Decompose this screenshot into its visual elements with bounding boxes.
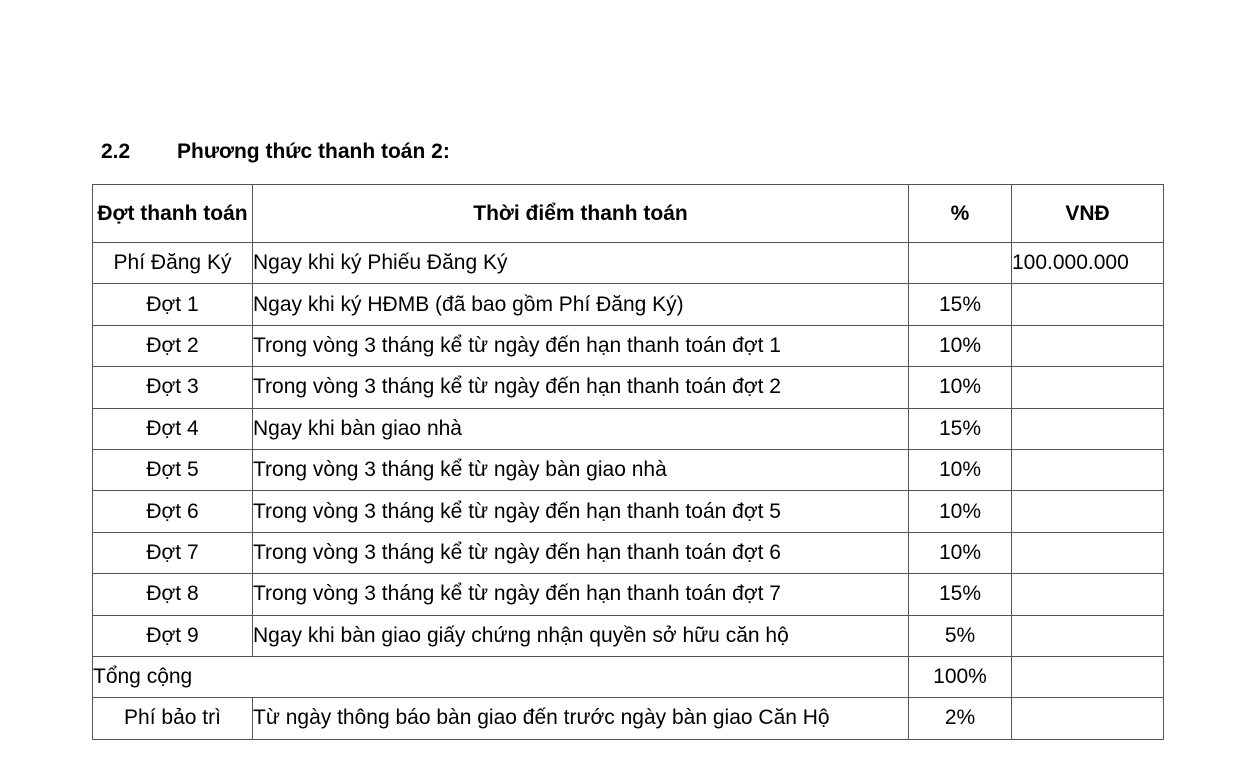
row-name: Đợt 8 xyxy=(93,574,253,615)
row-timing: Ngay khi ký Phiếu Đăng Ký xyxy=(253,243,909,284)
row-percent xyxy=(909,243,1012,284)
maintenance-percent: 2% xyxy=(909,698,1012,739)
header-percent: % xyxy=(909,185,1012,243)
row-amount xyxy=(1012,367,1164,408)
row-timing: Trong vòng 3 tháng kể từ ngày đến hạn thanh toán đợt 2 xyxy=(253,367,909,408)
row-amount xyxy=(1012,491,1164,532)
row-amount: 100.000.000 xyxy=(1012,243,1164,284)
row-timing: Trong vòng 3 tháng kể từ ngày đến hạn thanh toán đợt 7 xyxy=(253,574,909,615)
table-row xyxy=(93,325,1164,366)
maintenance-amount xyxy=(1012,698,1164,739)
row-amount xyxy=(1012,574,1164,615)
row-name: Đợt 6 xyxy=(93,491,253,532)
table-row xyxy=(93,449,1164,490)
row-name: Đợt 9 xyxy=(93,615,253,656)
table-row xyxy=(93,532,1164,573)
row-percent: 15% xyxy=(909,574,1012,615)
row-amount xyxy=(1012,449,1164,490)
row-timing: Ngay khi ký HĐMB (đã bao gồm Phí Đăng Ký) xyxy=(253,284,909,325)
table-row xyxy=(93,491,1164,532)
row-timing: Trong vòng 3 tháng kể từ ngày bàn giao nhà xyxy=(253,449,909,490)
header-amount: VNĐ xyxy=(1012,185,1164,243)
total-amount xyxy=(1012,656,1164,697)
total-label: Tổng cộng xyxy=(93,656,909,697)
section-number: 2.2 xyxy=(101,140,131,163)
total-row xyxy=(93,656,1164,697)
row-percent: 5% xyxy=(909,615,1012,656)
table-row xyxy=(93,574,1164,615)
table-row xyxy=(93,615,1164,656)
section-heading xyxy=(101,140,450,164)
row-amount xyxy=(1012,284,1164,325)
payment-schedule-table xyxy=(92,184,1164,740)
row-timing: Ngay khi bàn giao giấy chứng nhận quyền sở hữu căn hộ xyxy=(253,615,909,656)
total-percent: 100% xyxy=(909,656,1012,697)
maintenance-name: Phí bảo trì xyxy=(93,698,253,739)
row-percent: 10% xyxy=(909,367,1012,408)
row-name: Đợt 4 xyxy=(93,408,253,449)
row-timing: Trong vòng 3 tháng kể từ ngày đến hạn thanh toán đợt 5 xyxy=(253,491,909,532)
row-percent: 10% xyxy=(909,449,1012,490)
row-name: Đợt 5 xyxy=(93,449,253,490)
maintenance-timing: Từ ngày thông báo bàn giao đến trước ngày bàn giao Căn Hộ xyxy=(253,698,909,739)
row-name: Đợt 7 xyxy=(93,532,253,573)
row-amount xyxy=(1012,615,1164,656)
maintenance-fee-row xyxy=(93,698,1164,739)
row-name: Đợt 3 xyxy=(93,367,253,408)
table-row xyxy=(93,367,1164,408)
row-percent: 15% xyxy=(909,408,1012,449)
row-percent: 10% xyxy=(909,491,1012,532)
table-header-row xyxy=(93,185,1164,243)
row-name: Phí Đăng Ký xyxy=(93,243,253,284)
row-amount xyxy=(1012,325,1164,366)
row-timing: Ngay khi bàn giao nhà xyxy=(253,408,909,449)
row-percent: 10% xyxy=(909,532,1012,573)
section-title: Phương thức thanh toán 2: xyxy=(177,140,450,163)
row-percent: 15% xyxy=(909,284,1012,325)
table-row xyxy=(93,243,1164,284)
row-amount xyxy=(1012,408,1164,449)
row-amount xyxy=(1012,532,1164,573)
row-timing: Trong vòng 3 tháng kể từ ngày đến hạn thanh toán đợt 6 xyxy=(253,532,909,573)
header-installment: Đợt thanh toán xyxy=(93,185,253,243)
row-name: Đợt 1 xyxy=(93,284,253,325)
row-timing: Trong vòng 3 tháng kể từ ngày đến hạn thanh toán đợt 1 xyxy=(253,325,909,366)
header-timing: Thời điểm thanh toán xyxy=(253,185,909,243)
table-row xyxy=(93,284,1164,325)
table-row xyxy=(93,408,1164,449)
row-name: Đợt 2 xyxy=(93,325,253,366)
row-percent: 10% xyxy=(909,325,1012,366)
